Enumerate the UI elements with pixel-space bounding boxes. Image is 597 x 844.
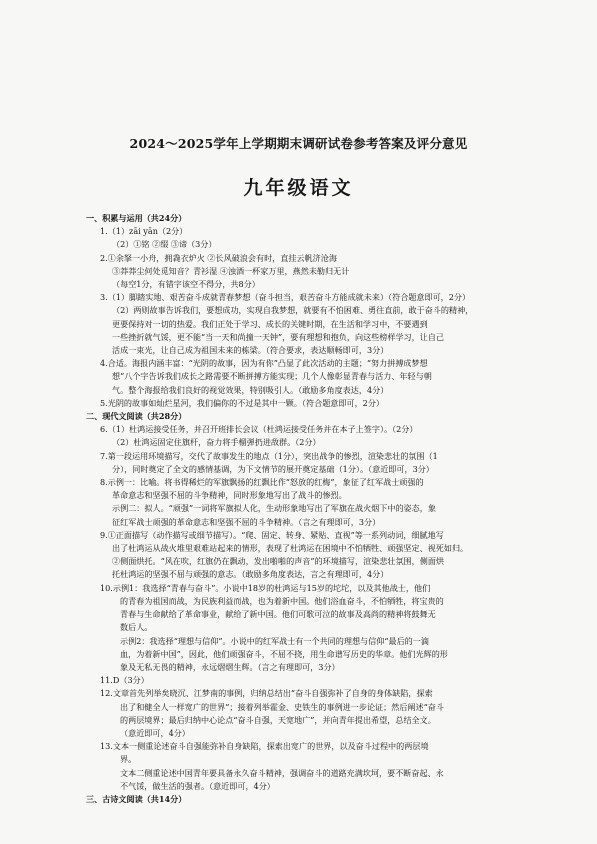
answer-line: 象及无私无畏的精神，永远熠熠生辉。（言之有理即可，3分） [120, 661, 340, 672]
subject-title: 九年级语文 [243, 177, 354, 199]
answer-line: 10.示例1：我选择“青春与奋斗”。小说中18岁的杜鸿运与15岁的坨坨，以及其他战士，他们 [100, 582, 431, 593]
answer-line: 血，为着新中国”，因此，他们顽强奋斗，不屈不挠，用生命谱写历史的华章。他们光辉的形 [120, 648, 448, 659]
answer-line: （2）杜鸿运固定住旗杆，奋力将手榴弹扔进敌群。（2分） [112, 437, 321, 448]
answer-line: 13.文本一侧重论述奋斗自强能弥补自身缺陷，探索出宽广的世界，以及奋斗过程中的两层境 [100, 741, 429, 752]
answer-line: ③莽莽尘何处觅知音？青衫湿 ④浊酒一杯家万里，燕然未勒归无计 [112, 265, 350, 276]
answer-line: 2.①余拏一小舟，拥毳衣炉火 ②长风破浪会有时，直挂云帆济沧海 [100, 252, 337, 263]
answer-line: 界。 [120, 754, 137, 765]
section-heading: 三、古诗文阅读（共14分） [86, 793, 187, 804]
answer-line: ②侧面烘托。“风在吹，红旗仍在飘动，发出啪啪的声音”的环境描写，渲染悲壮氛围，侧面烘 [112, 556, 445, 567]
answer-line: 想”八个字告诉我们成长之路需要不断拼搏方能实现；几个人像彰显青春与活力、年轻与朝 [112, 371, 432, 382]
answer-line: 11.D（3分） [100, 675, 149, 686]
answer-line: 分），同时奠定了全文的感情基调，为下文情节的展开奠定基础（1分）。（意近即可，3分） [112, 463, 434, 474]
answer-line: 托杜鸿运的坚强不屈与顽强的意志。（敢励多角度表达，言之有理即可，4分） [112, 569, 389, 580]
answer-line: 革命意志和坚强不屈的斗争精神，同时形象地写出了战斗的惨烈。 [112, 490, 347, 501]
answer-line: 文本二侧重论述中国青年要具备永久奋斗精神，强调奋斗的道路充满坎坷，要不断奋起、永 [120, 767, 444, 778]
answer-line: 的两层境界；最后归纳中心论点“奋斗自强，天宽地广”，并向青年提出希望，总结全文。 [120, 714, 436, 725]
answer-line: （意近即可，4分） [120, 727, 190, 738]
answer-line: 的青春为祖国而战，为民族利益而战，也为着新中国。他们浴血奋斗，不怕牺牲，将宝贵的 [120, 595, 444, 606]
answer-line: 4.合适。海报内涵丰富：“光阴的故事，因为有你”凸显了此次活动的主题；“努力拼搏成梦想 [100, 358, 428, 369]
section-heading: 一、积累与运用（共24分） [86, 213, 187, 223]
answer-line: 6.（1）杜鸿运接受任务，并召开班排长会议（杜鸿运接受任务并在本子上签字）。（2分） [100, 424, 418, 435]
answer-line: 示例2：我选择“理想与信仰”。小说中的红军战士有一个共同的理想与信仰“最后的一滴 [120, 635, 429, 646]
answer-line: （2）两则故事告诉我们，要想成功，实现自我梦想，就要有不怕困难、勇往直前，敢于奋斗的精神， [112, 305, 474, 316]
answer-line: 不气馁，做生活的强者。（意近即可，4分） [120, 780, 275, 791]
answer-line: 气。整个海报给我们良好的视觉效果，特别吸引人。（敢励多角度表达，4分） [112, 384, 389, 395]
answer-line: 示例二：拟人。“顽强”一词将军旗拟人化，生动形象地写出了军旗在战火烟下中的姿态，象 [112, 503, 436, 514]
answer-line: 8.示例一：比喻。将书得稀烂的军旗飘扬的红飘比作“怒放的红梅”，象征了红军战士顽强的 [100, 477, 424, 488]
answer-line: （2）①铭 ②缀 ③谛（3分） [112, 239, 217, 250]
answer-line: 数后人。 [120, 622, 153, 633]
section-heading: 二、现代文阅读（共28分） [86, 411, 187, 422]
document-header: 2024～2025学年上学期期末调研试卷参考答案及评分意见 [129, 136, 468, 151]
answer-line: 7.第一段运用环境描写，交代了故事发生的地点（1分），突出战争的惨烈，渲染悲壮的氛围（1 [100, 450, 438, 461]
answer-line: 3.（1）脚踏实地、艰苦奋斗成就青春梦想（奋斗担当，艰苦奋斗方能成就未来）（符合题意即可，2分） [100, 292, 471, 303]
answer-line: 出了和健全人一样宽广的世界”；接着列举霍金、史铁生的事例进一步论证；然后阐述“奋斗 [120, 701, 444, 712]
answer-line: 9.①正面描写（动作描写或细节描写）。“爬、固定、转身、紧贴、直视”等一系列动词，细腻地写 [100, 529, 444, 540]
answer-line: 青春与生命献给了革命事业，献给了新中国。他们可歌可泣的故事及高尚的精神将鼓舞无 [120, 609, 436, 620]
answer-line: （每空1分，有错字该空不得分，共8分） [112, 279, 260, 290]
answer-line: 一些挫折就气馁，更不能“当一天和尚撞一天钟”，要有理想和抱负，向这些榜样学习，让自己 [112, 331, 445, 342]
answer-line: 出了杜鸿运从战火堆里艰难站起来的情形，表现了杜鸿运在困境中不怕牺牲、顽强坚定、视死如归。 [112, 543, 469, 554]
answer-line: 征红军战士顽强的革命意志和坚强不屈的斗争精神。（言之有理即可，3分） [112, 516, 381, 527]
answer-line: 12.文章首先列举矣晓沉、江梦南的事例，归纳总结出“奋斗自强弥补了自身的身体缺陷，探索 [100, 688, 433, 699]
answer-line: 更要保持对一切的热爱。我们正处于学习、成长的关键时期，在生活和学习中，不要遇到 [112, 318, 428, 329]
answer-line: 活成一束光，让自己成为祖国未来的栋梁。（符合要求，表达顺畅即可，3分） [112, 345, 389, 356]
answer-line: 1.（1）zāi yān（2分） [100, 226, 188, 237]
answer-content [86, 212, 568, 806]
answer-line: 5.光阴的故事如灿烂星河，我们偏你的不过是其中一颗。（符合题意即可，2分） [100, 397, 385, 408]
